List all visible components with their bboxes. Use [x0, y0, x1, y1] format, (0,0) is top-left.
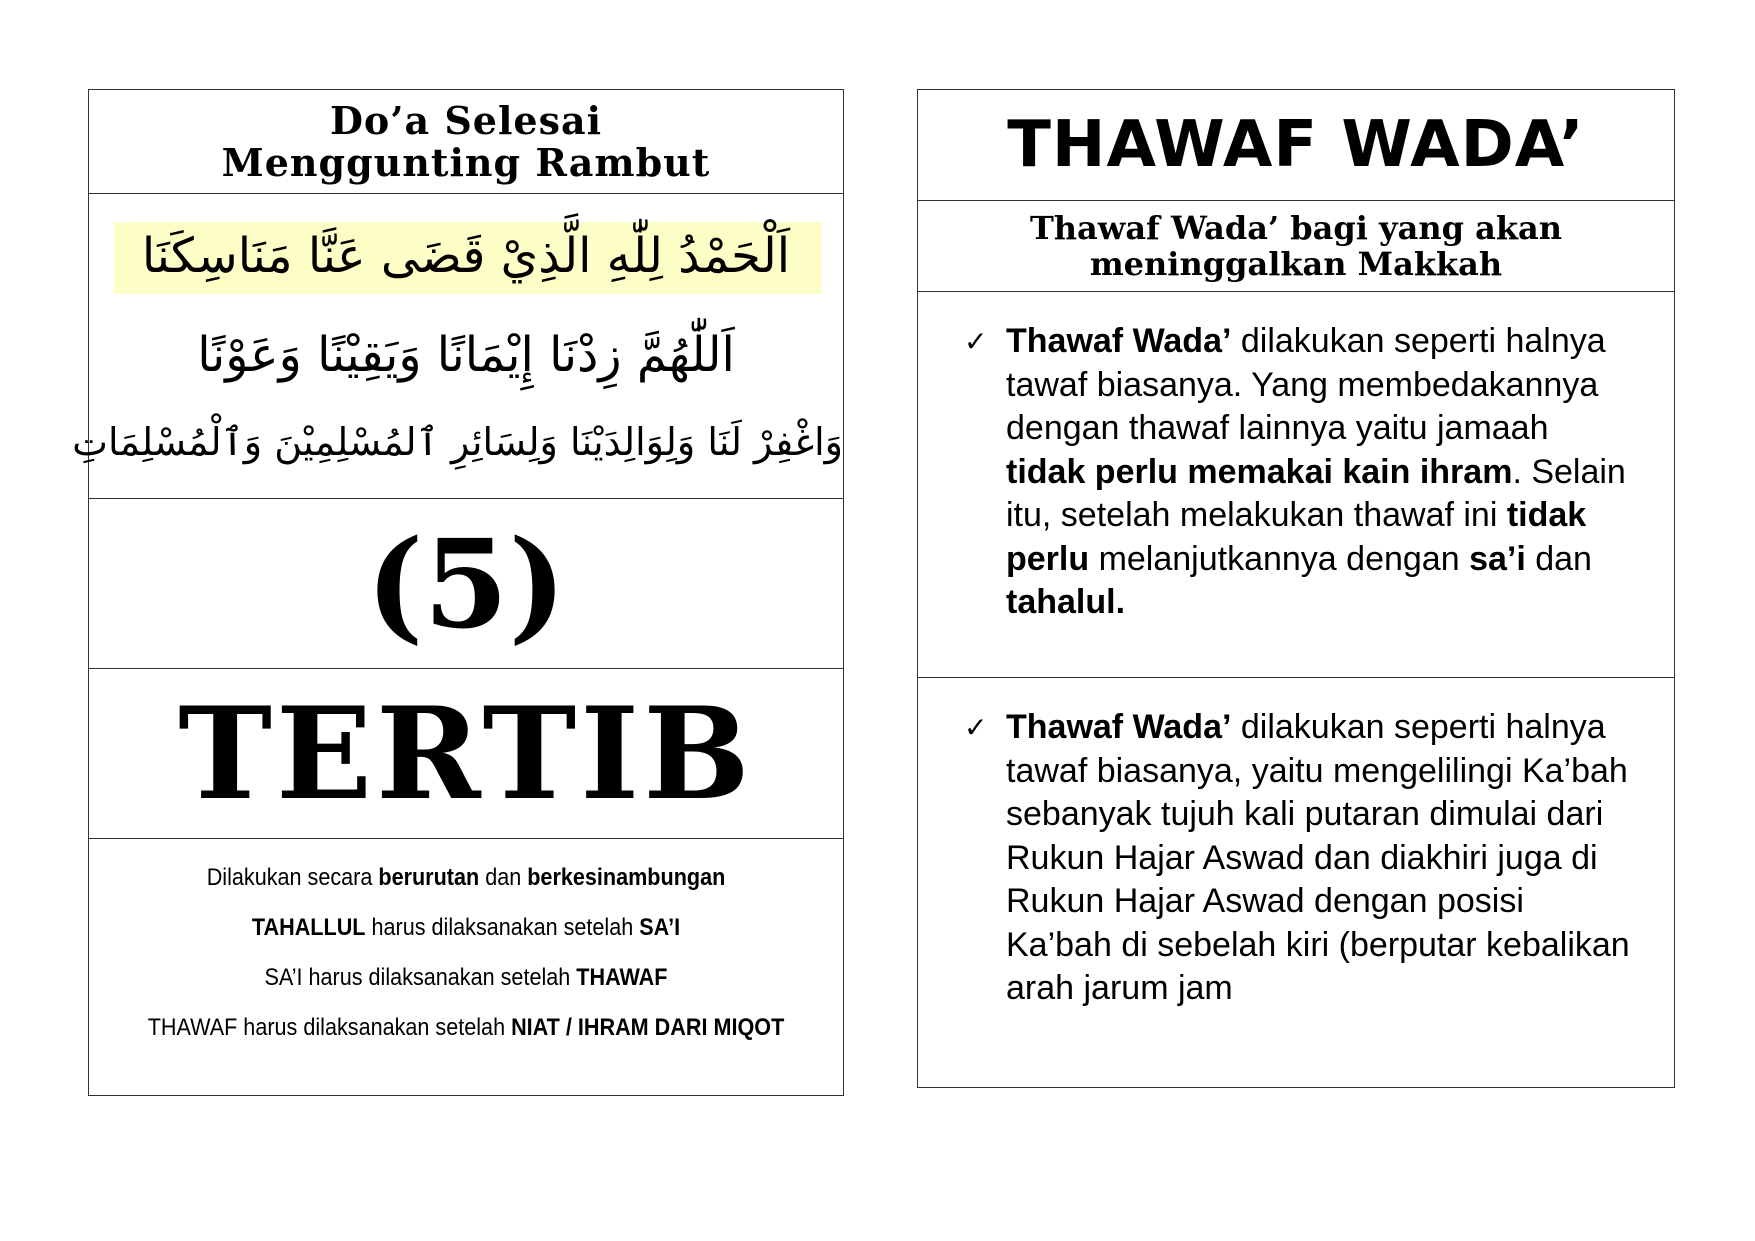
bullet-2 [964, 706, 1634, 1011]
b2-s1: Thawaf Wada’ [1006, 708, 1232, 746]
step-2-bold-b: SA’I [639, 914, 681, 941]
step-1-bold-a: berurutan [378, 864, 480, 891]
arabic-prayer-section [72, 194, 843, 499]
bullet-1-text [1006, 320, 1634, 625]
number-section [89, 499, 843, 669]
step-line-2 [127, 915, 806, 941]
b1-s9: tahalul. [1006, 583, 1126, 621]
bullet-1 [964, 320, 1634, 625]
thawaf-title-section [918, 90, 1674, 201]
arabic-line-2: اَللّٰهُمَّ زِدْنَا إِيْمَانًا وَيَقِيْنًا وَعَوْنًا [197, 327, 735, 383]
left-card [72, 89, 844, 1096]
tertib-section [89, 669, 843, 839]
b1-s2: dilakukan seperti halnya tawaf biasanya. Yang membedakannya dengan thawaf lainnya yaitu jamaah [1006, 322, 1606, 447]
b1-s7: sa’i [1469, 539, 1526, 578]
b1-s8: dan [1525, 539, 1592, 578]
step-3-text: SA’I harus dilaksanakan setelah [264, 964, 577, 991]
b1-s3: tidak perlu memakai kain ihram [1006, 452, 1513, 491]
tertib-heading: TERTIB [178, 679, 754, 828]
b1-s5: tidak perlu [1006, 496, 1587, 578]
bullet-section-2 [918, 678, 1674, 1087]
step-4-bold: NIAT / IHRAM DARI MIQOT [511, 1014, 785, 1041]
doa-title-section [89, 90, 843, 194]
step-3-bold: THAWAF [576, 964, 668, 991]
step-2-bold-a: TAHALLUL [251, 914, 366, 941]
step-1-text-b: dan [479, 864, 528, 891]
arabic-line-1: اَلْحَمْدُ لِلّٰهِ الَّذِيْ قَضَى عَنَّا مَنَاسِكَنَا [141, 228, 791, 284]
step-4-text: THAWAF harus dilaksanakan setelah [147, 1014, 512, 1041]
b2-s2: dilakukan seperti halnya tawaf biasanya, yaitu mengelilingi Ka’bah sebanyak tujuh kali putaran dimulai dari Rukun Hajar Aswad dan diakhiri juga di Rukun Hajar Aswad dengan posisi Ka’bah di sebelah kiri (berputar kebalikan arah jarum jam [1006, 708, 1630, 1007]
bullet-section-1 [918, 292, 1674, 678]
step-line-3 [127, 965, 806, 991]
b1-s1: Thawaf Wada’ [1006, 322, 1232, 360]
thawaf-subtitle-section [918, 201, 1674, 292]
step-line-4 [127, 1015, 806, 1041]
doa-title: Do’a Selesai Menggunting Rambut [221, 97, 711, 185]
right-card [917, 89, 1675, 1088]
step-line-1 [127, 865, 806, 891]
thawaf-title: THAWAF WADA’ [1007, 108, 1585, 182]
bullet-2-text [1006, 706, 1634, 1011]
step-2-text: harus dilaksanakan setelah [365, 914, 640, 941]
check-icon: ✓ [964, 711, 988, 744]
b1-s4: . Selain itu, setelah melakukan thawaf ini [1006, 452, 1626, 534]
step-1-bold-b: berkesinambungan [527, 864, 726, 891]
step-1-text-a: Dilakukan secara [206, 864, 379, 891]
steps-section [89, 839, 843, 1095]
arabic-line-3: وَاغْفِرْ لَنَا وَلِوَالِدَيْنَا وَلِسَائِرِ ٱلمُسْلِمِيْنَ وَٱلْمُسْلِمَاتِ [72, 420, 843, 464]
step-number: (5) [365, 511, 567, 656]
b1-s6: melanjutkannya dengan [1089, 539, 1470, 578]
thawaf-subtitle: Thawaf Wada’ bagi yang akan meninggalkan Makkah [1029, 209, 1563, 283]
check-icon: ✓ [964, 325, 988, 358]
